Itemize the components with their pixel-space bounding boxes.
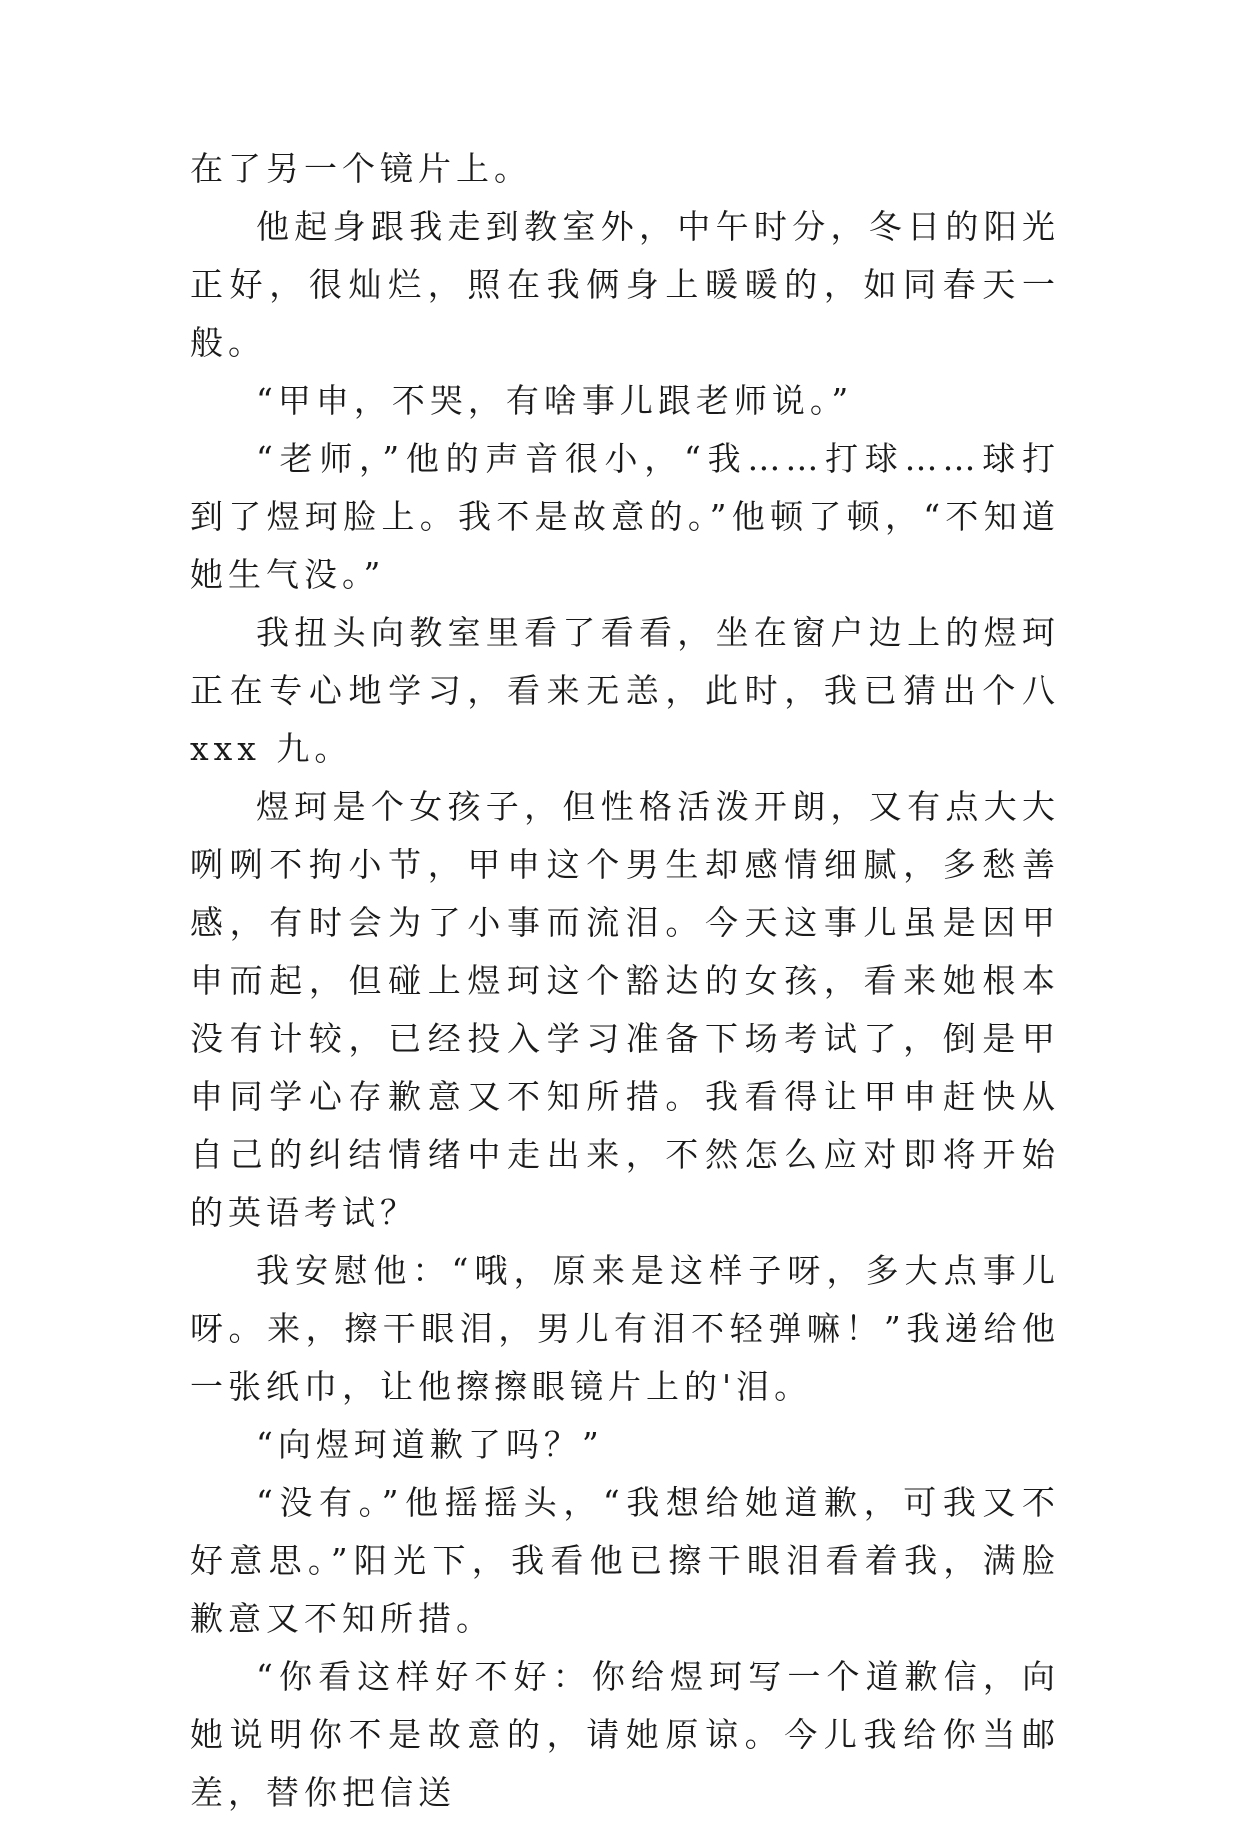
paragraph: “你看这样好不好：你给煜珂写一个道歉信，向她说明你不是故意的，请她原谅。今儿我给你当邮差，替你把信送 xyxy=(190,1657,1060,1812)
paragraph: “甲申，不哭，有啥事儿跟老师说。” xyxy=(256,381,854,420)
document-body xyxy=(190,140,1060,1822)
paragraph: 我扭头向教室里看了看看，坐在窗户边上的煜珂正在专心地学习，看来无恙，此时，我已猜出个八 xxx 九。 xyxy=(190,613,1060,768)
paragraph: “没有。”他摇摇头，“我想给她道歉，可我又不好意思。”阳光下，我看他已擦干眼泪看着我，满脸歉意又不知所措。 xyxy=(190,1483,1060,1638)
paragraph: 他起身跟我走到教室外，中午时分，冬日的阳光正好，很灿烂，照在我俩身上暖暖的，如同春天一般。 xyxy=(190,207,1060,362)
paragraph: “向煜珂道歉了吗？” xyxy=(256,1425,604,1464)
paragraph: 我安慰他：“哦，原来是这样子呀，多大点事儿呀。来，擦干眼泪，男儿有泪不轻弹嘛！”我递给他一张纸巾，让他擦擦眼镜片上的'泪。 xyxy=(190,1251,1060,1406)
paragraph: 煜珂是个女孩子，但性格活泼开朗，又有点大大咧咧不拘小节，甲申这个男生却感情细腻，多愁善感，有时会为了小事而流泪。今天这事儿虽是因甲申而起，但碰上煜珂这个豁达的女孩，看来她根本没有计较，已经投入学习准备下场考试了，倒是甲申同学心存歉意又不知所措。我看得让甲申赶快从自己的纠结情绪中走出来，不然怎么应对即将开始的英语考试？ xyxy=(190,787,1060,1232)
paragraph: 在了另一个镜片上。 xyxy=(190,149,532,188)
paragraph: “老师，”他的声音很小，“我……打球……球打到了煜珂脸上。我不是故意的。”他顿了顿，“不知道她生气没。” xyxy=(190,439,1060,594)
